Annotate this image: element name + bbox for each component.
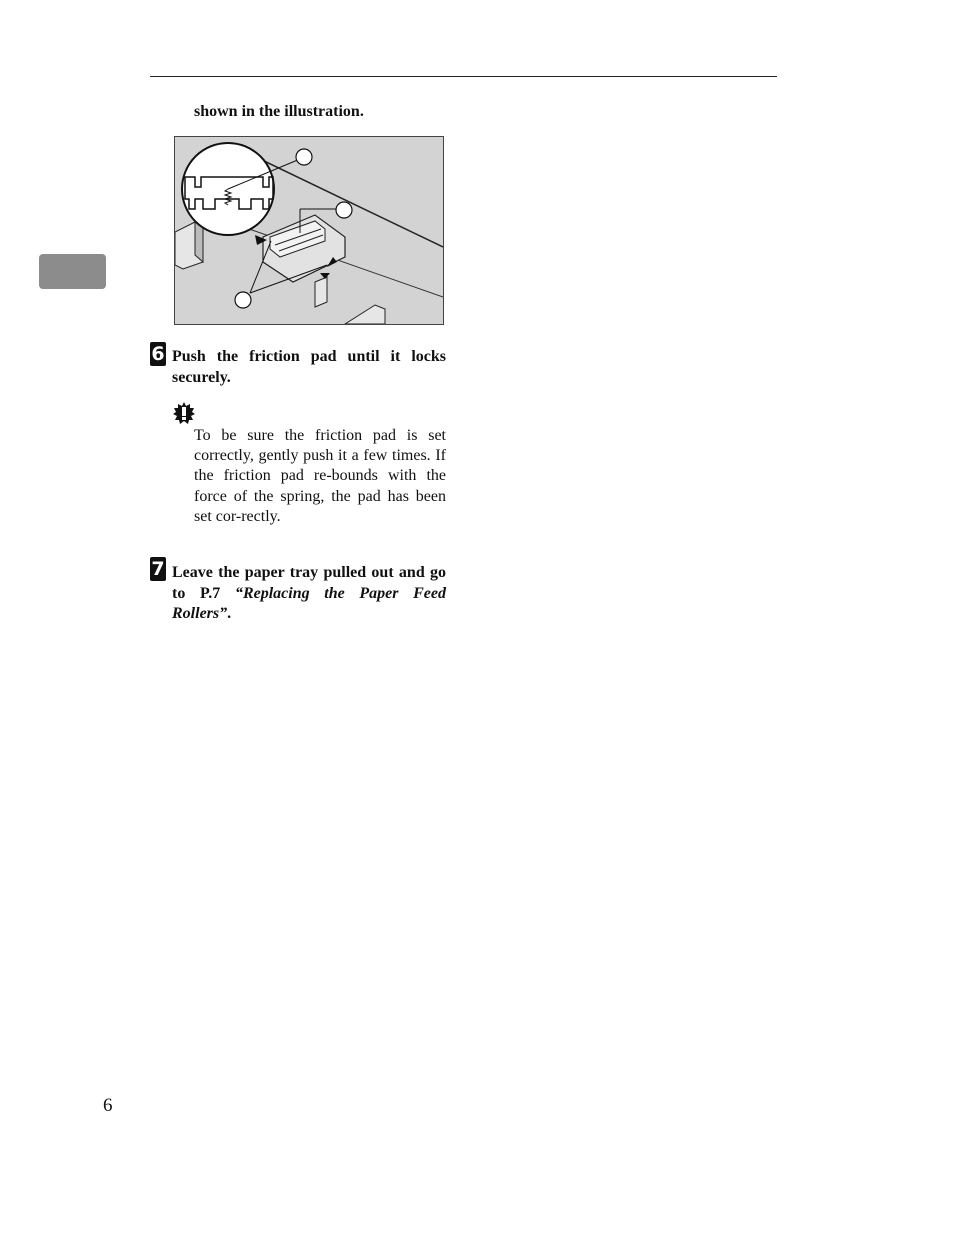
callout-1 bbox=[296, 149, 312, 165]
step-number: 7 bbox=[151, 558, 165, 580]
illustration-drawing bbox=[175, 137, 443, 324]
chapter-tab bbox=[39, 254, 106, 289]
step-text-end: . bbox=[227, 605, 232, 622]
step-text: Push the friction pad until it locks securely. bbox=[172, 348, 446, 386]
page-number: 6 bbox=[103, 1095, 113, 1116]
step-number: 6 bbox=[151, 343, 165, 365]
important-icon bbox=[173, 402, 195, 424]
callout-3 bbox=[235, 292, 251, 308]
lead-text: shown in the illustration. bbox=[194, 103, 364, 120]
step-text-main: Leave the paper tray pulled out and go to P.7 bbox=[172, 564, 446, 602]
header-rule bbox=[150, 76, 777, 77]
callout-2 bbox=[336, 202, 352, 218]
note-body: To be sure the friction pad is set correctly, gently push it a few times. If the friction pad re-bounds with the force of the spring, the pad has been set cor-rectly. bbox=[194, 427, 446, 525]
step-text bbox=[172, 563, 446, 625]
page-reference-link[interactable]: “Replacing the Paper Feed Rollers” bbox=[172, 584, 446, 622]
friction-pad-illustration bbox=[174, 136, 444, 325]
